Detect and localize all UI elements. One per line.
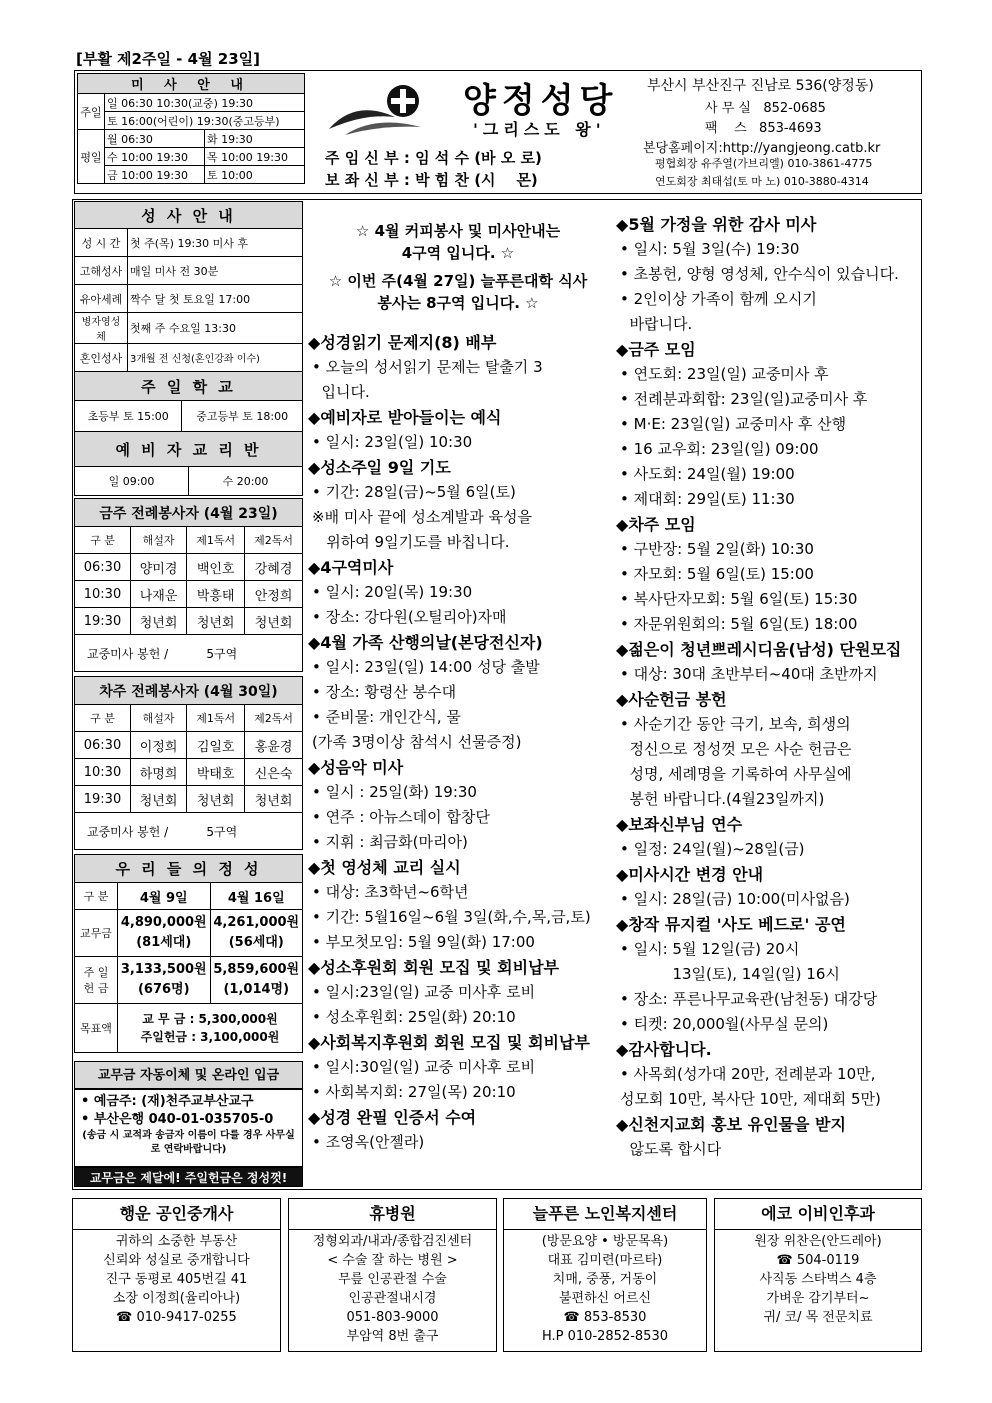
ad-line: ☎ 010-9417-0255 <box>116 1310 237 1325</box>
offerings-table <box>74 854 303 1053</box>
mass-title: 미 사 안 내 <box>78 74 305 94</box>
ad-title: 휴병원 <box>289 1199 496 1230</box>
bank-footer: 교무금은 제달에! 주일헌금은 정성껏! <box>74 1167 303 1187</box>
section-item: 바랍니다. <box>620 315 693 333</box>
section-item: • 사도회: 24일(월) 19:00 <box>616 462 901 487</box>
section-heading: ◆ 사회복지후원회 회원 모집 및 회비납부 <box>308 1030 591 1055</box>
section-item: 성명, 세례명을 기록하여 사무실에 <box>620 765 852 783</box>
section-item: • 일시: 5월 12일(금) 20시 <box>616 937 901 962</box>
section-item: ※배 미사 끝에 성소계발과 육성을 <box>312 508 533 526</box>
section-heading: ◆ 성경 완필 인증서 수여 <box>308 1105 591 1130</box>
address: 부산시 부산진구 진남로 536(양정동) <box>647 78 874 94</box>
section-item: • 준비물: 개인간식, 물 <box>308 705 591 730</box>
sunday-label: 주일 <box>78 94 105 130</box>
servers-next-week-table <box>74 676 303 850</box>
row-label: 주 일 헌 금 <box>75 957 118 1004</box>
section-item: • 일시: 23일(일) 14:00 성당 출발 <box>308 655 591 680</box>
bank-note: (송금 시 교적과 송금자 이름이 다를 경우 사무실로 연락바랍니다) <box>82 1130 295 1155</box>
section-heading: ◆ 4구역미사 <box>308 555 591 580</box>
section-heading: ◆ 4월 가족 산행의날(본당전신자) <box>308 630 591 655</box>
ad-line: 귀/ 코/ 목 전문치료 <box>763 1310 873 1325</box>
section-heading: ◆ 금주 모임 <box>616 337 901 362</box>
time-cell: 06:30 <box>75 554 131 581</box>
server-cell: 김일호 <box>187 732 245 759</box>
section-item: • 2인이상 가족이 함께 오시기 <box>616 287 901 312</box>
section-item: 입니다. <box>312 383 370 401</box>
assistant-priest: 보 좌 신 부 : 박 힘 찬 (시 몬) <box>325 171 538 189</box>
mass-offering-group: 교중미사 봉헌 / 5구역 <box>75 635 303 672</box>
fax: 팩 스 853-4693 <box>705 121 822 136</box>
servers-this-week-table <box>74 498 303 672</box>
ad-line: 대표 김미련(마르타) <box>547 1253 663 1268</box>
weekday-mass: 수 10:00 19:30 <box>105 148 205 166</box>
offering-value: 4,261,000원 (56세대) <box>210 910 303 957</box>
section-item: • 연도회: 23일(일) 교중미사 후 <box>616 362 901 387</box>
section-item: • 일시: 23일(일) 10:30 <box>308 430 591 455</box>
goal-tithe: 교 무 금 : 5,300,000원 <box>142 1012 278 1026</box>
section-item: • 일시: 28일(금) 10:00(미사없음) <box>616 887 901 912</box>
section-item: 정신으로 정성껏 모은 사순 헌금은 <box>620 740 852 758</box>
section-item: • 전례분과회합: 23일(일)교중미사 후 <box>616 387 901 412</box>
section-item: • 성소후원회: 25일(화) 20:10 <box>308 1005 591 1030</box>
section-item: • 일정: 24일(월)~28일(금) <box>616 837 901 862</box>
catechumen-title: 예 비 자 교 리 반 <box>75 432 303 467</box>
section-item: • 부모첫모임: 5월 9일(화) 17:00 <box>308 930 591 955</box>
weekday-mass: 토 10:00 <box>204 166 304 184</box>
ad-title: 늘푸른 노인복지센터 <box>504 1199 706 1230</box>
ad-line: 신뢰와 성실로 중개합니다 <box>103 1253 250 1268</box>
sunday-school-elementary: 초등부 토 15:00 <box>75 401 182 431</box>
server-cell: 안정희 <box>245 581 303 608</box>
section-item: • 장소: 강다원(오틸리아)자매 <box>308 605 591 630</box>
weekday-label: 평일 <box>78 130 105 184</box>
section-item: • 장소: 푸른나무교육관(남천동) 대강당 <box>616 987 901 1012</box>
section-item: • 대상: 30대 초반부터~40대 초반까지 <box>616 662 901 687</box>
sacraments-title: 성 사 안 내 <box>75 202 303 229</box>
bank-info <box>74 1089 303 1167</box>
church-subtitle: '그리스도 왕' <box>473 120 606 139</box>
ad-realestate <box>72 1198 281 1352</box>
servers-this-week-title: 금주 전례봉사자 (4월 23일) <box>75 499 303 527</box>
section-heading: ◆ 보좌신부님 연수 <box>616 812 901 837</box>
server-cell: 신은숙 <box>245 759 303 786</box>
time-cell: 10:30 <box>75 581 131 608</box>
section-heading: ◆ 미사시간 변경 안내 <box>616 862 901 887</box>
office-phone: 사 무 실 852-0685 <box>705 101 826 116</box>
sacrament-name: 고해성사 <box>75 257 128 285</box>
section-item: • 일시: 5월 3일(수) 19:30 <box>616 237 901 262</box>
sunday-school-middle-high: 중고등부 토 18:00 <box>196 410 289 423</box>
church-name: 양정성당 <box>463 81 619 121</box>
col-header: 제1독서 <box>187 527 245 554</box>
col-header: 제1독서 <box>187 705 245 732</box>
ad-line: 진구 동평로 405번길 41 <box>105 1272 248 1287</box>
bulletin-date: [부활 제2주일 - 4월 23일] <box>76 50 261 68</box>
mass-schedule-table <box>77 73 305 184</box>
bank-title: 교무금 자동이체 및 온라인 입금 <box>74 1061 303 1089</box>
section-item: • 16 교우회: 23일(일) 09:00 <box>616 437 901 462</box>
ad-line: 부암역 8번 출구 <box>346 1329 439 1344</box>
col-header: 4월 9일 <box>118 883 211 910</box>
col-header: 4월 16일 <box>210 883 303 910</box>
sacrament-name: 성 시 간 <box>75 229 128 257</box>
col-header: 제2독서 <box>245 705 303 732</box>
ad-line: < 수술 잘 하는 병원 > <box>327 1253 458 1268</box>
section-item: • 연주 : 아뉴스데이 합창단 <box>308 805 591 830</box>
sacrament-time: 첫째 주 수요일 13:30 <box>128 313 303 344</box>
col-header: 해설자 <box>130 527 186 554</box>
homepage-link[interactable]: 본당홈페이지:http://yangjeong.catb.kr <box>643 141 881 156</box>
goal-label: 목표액 <box>75 1004 118 1053</box>
ad-hospital <box>288 1198 497 1352</box>
section-heading: ◆ 젊은이 청년쁘레시디움(남성) 단원모집 <box>616 637 901 662</box>
right-announcements <box>616 212 901 1162</box>
ad-line: (방문요양 • 방문목욕) <box>541 1234 669 1249</box>
ad-title: 행운 공인중개사 <box>73 1199 280 1230</box>
server-cell: 박흥태 <box>187 581 245 608</box>
section-item: 위하여 9일기도를 바칩니다. <box>312 533 510 551</box>
col-header: 제2독서 <box>245 527 303 554</box>
masthead <box>74 70 922 194</box>
server-cell: 하명희 <box>130 759 186 786</box>
ad-line: 귀하의 소중한 부동산 <box>115 1234 238 1249</box>
sacrament-time: 첫 주(목) 19:30 미사 후 <box>128 229 303 257</box>
ad-line: 무릎 인공관절 수술 <box>338 1272 447 1287</box>
section-heading: ◆ 성소후원회 회원 모집 및 회비납부 <box>308 955 591 980</box>
account-number: • 부산은행 040-01-035705-0 <box>81 1112 274 1127</box>
section-item: 13일(토), 14일(일) 16시 <box>620 965 840 983</box>
council-president: 평협회장 유주열(가브리엘) 010-3861-4775 <box>655 157 873 170</box>
section-item: • 제대회: 29일(토) 11:30 <box>616 487 901 512</box>
col-header: 구 분 <box>75 527 131 554</box>
section-item: • 조영옥(안젤라) <box>308 1130 591 1155</box>
sunday-mass-2: 토 16:00(어린이) 19:30(중고등부) <box>105 112 305 130</box>
col-header: 구 분 <box>75 883 118 910</box>
ad-line: 가벼운 감기부터~ <box>766 1291 870 1306</box>
section-heading: ◆ 창작 뮤지컬 '사도 베드로' 공연 <box>616 912 901 937</box>
col-header: 구 분 <box>75 705 131 732</box>
server-cell: 청년회 <box>187 786 245 813</box>
section-item: • 일시:30일(일) 교중 미사후 로비 <box>308 1055 591 1080</box>
middle-announcements <box>308 330 591 1155</box>
server-cell: 이정희 <box>130 732 186 759</box>
account-holder: • 예금주: (재)천주교부산교구 <box>81 1094 254 1109</box>
section-item: • 복사단자모회: 5월 6일(토) 15:30 <box>616 587 901 612</box>
ad-ent-clinic <box>714 1198 922 1352</box>
section-item: • 장소: 황령산 봉수대 <box>308 680 591 705</box>
ad-elder-care <box>503 1198 707 1352</box>
ad-line: 정형외과/내과/종합검진센터 <box>312 1234 473 1249</box>
offering-value: 3,133,500원 (676명) <box>118 957 211 1004</box>
section-item: 봉헌 바랍니다.(4월23일까지) <box>620 790 825 808</box>
sunday-mass-1: 일 06:30 10:30(교중) 19:30 <box>105 94 305 112</box>
weekday-mass: 화 19:30 <box>204 130 304 148</box>
catechumen-sunday: 일 09:00 <box>75 467 189 495</box>
notice-line: ☆ 4월 커피봉사 및 미사안내는 <box>355 222 561 240</box>
ad-line: ☎ 504-0119 <box>776 1253 860 1268</box>
ad-line: 불편하신 어르신 <box>558 1291 652 1306</box>
ad-line: 치매, 중풍, 거동이 <box>552 1272 658 1287</box>
notice-line: 4구역 입니다. ☆ <box>401 244 515 262</box>
section-heading: ◆ 성경읽기 문제지(8) 배부 <box>308 330 591 355</box>
section-item: • 오늘의 성서읽기 문제는 탈출기 3 <box>308 355 591 380</box>
sunday-school-title: 주 일 학 교 <box>75 372 303 401</box>
offerings-title: 우 리 들 의 정 성 <box>75 855 303 883</box>
yeondo-president: 연도회장 최태섭(토 마 노) 010-3880-4314 <box>655 175 869 188</box>
section-item: • M·E: 23일(일) 교중미사 후 산행 <box>616 412 901 437</box>
sacrament-time: 매일 미사 전 30분 <box>128 257 303 285</box>
section-heading: ◆ 첫 영성체 교리 실시 <box>308 855 591 880</box>
section-item: 않도록 합시다 <box>620 1140 722 1158</box>
sacrament-name: 혼인성사 <box>75 344 128 372</box>
server-cell: 박태호 <box>187 759 245 786</box>
section-heading: ◆ 사순헌금 봉헌 <box>616 687 901 712</box>
ad-title: 에코 이비인후과 <box>715 1199 921 1230</box>
mass-offering-group: 교중미사 봉헌 / 5구역 <box>75 813 303 850</box>
server-cell: 청년회 <box>130 786 186 813</box>
weekday-mass: 금 10:00 19:30 <box>105 166 205 184</box>
offering-value: 4,890,000원 (81세대) <box>118 910 211 957</box>
offering-value: 5,859,600원 (1,014명) <box>210 957 303 1004</box>
section-item: • 일시: 20일(목) 19:30 <box>308 580 591 605</box>
notice-line: ☆ 이번 주(4월 27일) 늘푸른대학 식사 <box>328 272 588 290</box>
section-item: • 지휘 : 최금화(마리아) <box>308 830 591 855</box>
ad-line: 소장 이정희(율리아나) <box>112 1291 241 1306</box>
goal-sunday: 주일헌금 : 3,100,000원 <box>140 1030 280 1044</box>
sacrament-name: 유아세례 <box>75 285 128 313</box>
ad-line: H.P 010-2852-8530 <box>541 1329 668 1344</box>
ad-line: 051-803-9000 <box>346 1310 439 1325</box>
time-cell: 19:30 <box>75 608 131 635</box>
section-heading: ◆ 성소주일 9일 기도 <box>308 455 591 480</box>
col-header: 해설자 <box>130 705 186 732</box>
sacraments-table <box>74 201 303 496</box>
server-cell: 청년회 <box>187 608 245 635</box>
weekday-mass: 월 06:30 <box>105 130 205 148</box>
server-cell: 청년회 <box>245 608 303 635</box>
time-cell: 06:30 <box>75 732 131 759</box>
notice-line: 봉사는 8구역 입니다. ☆ <box>377 294 539 312</box>
server-cell: 백인호 <box>187 554 245 581</box>
section-item: 성모회 10만, 복사단 10만, 제대회 5만) <box>620 1090 881 1108</box>
section-item: • 사목회(성가대 20만, 전례분과 10만, <box>616 1062 901 1087</box>
servers-next-week-title: 차주 전례봉사자 (4월 30일) <box>75 677 303 705</box>
server-cell: 나재운 <box>130 581 186 608</box>
section-item: • 사회복지회: 27일(목) 20:10 <box>308 1080 591 1105</box>
section-item: (가족 3명이상 참석시 선물증정) <box>312 733 522 751</box>
section-item: • 기간: 28일(금)~5월 6일(토) <box>308 480 591 505</box>
ad-line: ☎ 853-8530 <box>563 1310 647 1325</box>
ad-line: 인공관절내시경 <box>348 1291 437 1306</box>
section-item: • 자모회: 5월 6일(토) 15:00 <box>616 562 901 587</box>
server-cell: 청년회 <box>130 608 186 635</box>
section-heading: ◆ 차주 모임 <box>616 512 901 537</box>
section-heading: ◆ 성음악 미사 <box>308 755 591 780</box>
section-item: • 일시 : 25일(화) 19:30 <box>308 780 591 805</box>
time-cell: 19:30 <box>75 786 131 813</box>
server-cell: 강혜경 <box>245 554 303 581</box>
section-item: • 사순기간 동안 극기, 보속, 희생의 <box>616 712 901 737</box>
section-heading: ◆ 감사합니다. <box>616 1037 901 1062</box>
server-cell: 홍윤경 <box>245 732 303 759</box>
section-heading: ◆ 5월 가정을 위한 감사 미사 <box>616 212 901 237</box>
server-cell: 청년회 <box>245 786 303 813</box>
ad-line: 원장 위찬은(안드레아) <box>754 1234 882 1249</box>
section-item: • 대상: 초3학년~6학년 <box>308 880 591 905</box>
sacrament-time: 짝수 달 첫 토요일 17:00 <box>128 285 303 313</box>
pastor: 주 임 신 부 : 임 석 수 (바 오 로) <box>325 149 542 167</box>
ad-line: 사직동 스타벅스 4층 <box>759 1272 877 1287</box>
section-item: • 초봉헌, 양형 영성체, 안수식이 있습니다. <box>616 262 901 287</box>
time-cell: 10:30 <box>75 759 131 786</box>
section-item: • 기간: 5월16일~6월 3일(화,수,목,금,토) <box>308 905 591 930</box>
row-label: 교무금 <box>75 910 118 957</box>
server-cell: 양미경 <box>130 554 186 581</box>
section-heading: ◆ 예비자로 받아들이는 예식 <box>308 405 591 430</box>
sacrament-time: 3개월 전 신청(혼인강좌 이수) <box>128 344 303 372</box>
notice-top <box>308 220 608 314</box>
section-item: • 구반장: 5월 2일(화) 10:30 <box>616 537 901 562</box>
section-item: • 자문위원회의: 5월 6일(토) 18:00 <box>616 612 901 637</box>
section-heading: ◆ 신천지교회 홍보 유인물을 받지 <box>616 1112 901 1137</box>
section-item: • 일시:23일(일) 교중 미사후 로비 <box>308 980 591 1005</box>
sacrament-name: 병자영성체 <box>75 313 128 344</box>
weekday-mass: 목 10:00 19:30 <box>204 148 304 166</box>
catechumen-wednesday: 수 20:00 <box>222 475 269 488</box>
church-logo-icon <box>325 79 435 141</box>
section-item: • 티켓: 20,000월(사무실 문의) <box>616 1012 901 1037</box>
